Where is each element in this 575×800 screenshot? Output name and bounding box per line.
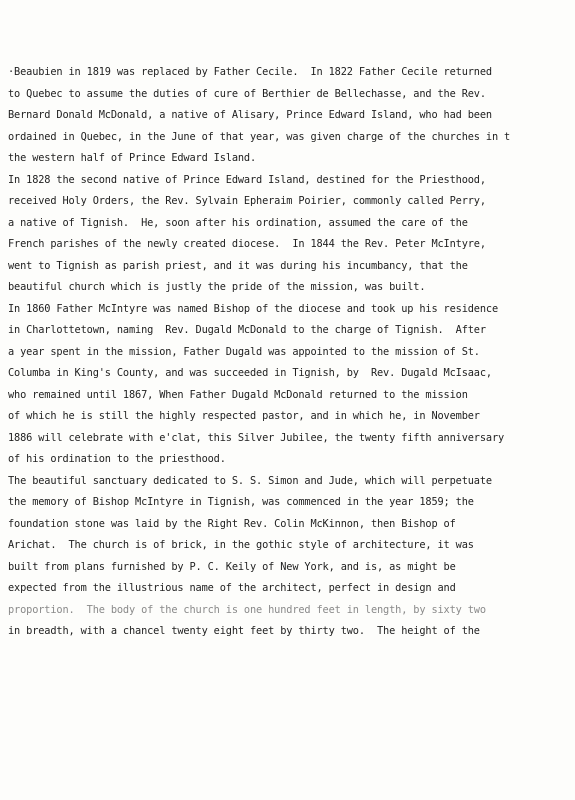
text-line: a native of Tignish. He, soon after his ordination, assumed the care of the xyxy=(8,216,468,229)
typed-text-block xyxy=(8,62,564,643)
text-line: Bernard Donald McDonald, a native of Alisary, Prince Edward Island, who had been xyxy=(8,109,492,121)
text-line: foundation stone was laid by the Right Rev. Colin McKinnon, then Bishop of xyxy=(8,517,456,530)
text-line: beautiful church which is justly the pride of the mission, was built. xyxy=(8,281,426,293)
text-line: in Charlottetown, naming Rev. Dugald McDonald to the charge of Tignish. After xyxy=(8,324,486,336)
text-line: who remained until 1867, When Father Dugald McDonald returned to the mission xyxy=(8,388,468,401)
text-line: Columba in King's County, and was succeeded in Tignish, by Rev. Dugald McIsaac, xyxy=(8,367,492,379)
text-line: received Holy Orders, the Rev. Sylvain Epheraim Poirier, commonly called Perry, xyxy=(8,195,486,207)
text-line: ordained in Quebec, in the June of that year, was given charge of the churches in t xyxy=(8,130,511,143)
text-line: a year spent in the mission, Father Dugald was appointed to the mission of St. xyxy=(8,345,480,358)
text-line: In 1860 Father McIntyre was named Bishop of the diocese and took up his residence xyxy=(8,302,498,315)
text-line: in breadth, with a chancel twenty eight feet by thirty two. The height of the xyxy=(8,625,480,637)
text-line: ·Beaubien in 1819 was replaced by Father Cecile. In 1822 Father Cecile returned xyxy=(8,66,492,78)
text-line: of his ordination to the priesthood. xyxy=(8,453,226,465)
text-line: proportion. The body of the church is one hundred feet in length, by sixty two xyxy=(8,603,486,616)
text-line: built from plans furnished by P. C. Keily of New York, and is, as might be xyxy=(8,560,456,573)
text-line: In 1828 the second native of Prince Edward Island, destined for the Priesthood, xyxy=(8,173,486,186)
text-line: the western half of Prince Edward Island. xyxy=(8,152,257,164)
text-line: to Quebec to assume the duties of cure of Berthier de Bellechasse, and the Rev. xyxy=(8,87,486,100)
text-line: the memory of Bishop McIntyre in Tignish, was commenced in the year 1859; the xyxy=(8,496,474,508)
text-line: of which he is still the highly respected pastor, and in which he, in November xyxy=(8,410,480,422)
text-line: 1886 will celebrate with e'clat, this Silver Jubilee, the twenty fifth anniversary xyxy=(8,431,505,444)
text-line: went to Tignish as parish priest, and it was during his incumbancy, that the xyxy=(8,259,468,272)
text-line: The beautiful sanctuary dedicated to S. S. Simon and Jude, which will perpetuate xyxy=(8,474,492,487)
text-line: Arichat. The church is of brick, in the gothic style of architecture, it was xyxy=(8,539,474,551)
text-line: French parishes of the newly created diocese. In 1844 the Rev. Peter McIntyre, xyxy=(8,238,486,250)
text-line: expected from the illustrious name of the architect, perfect in design and xyxy=(8,582,456,594)
